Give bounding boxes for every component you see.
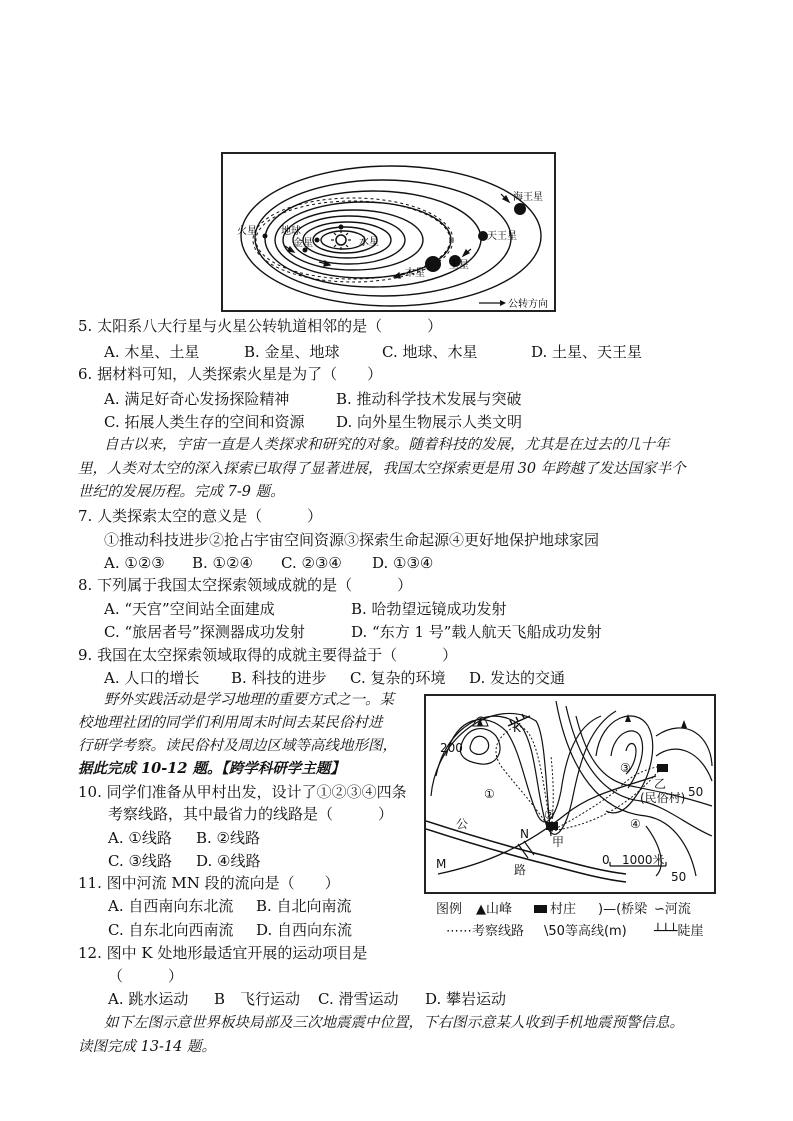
orbit-diagram — [223, 154, 554, 310]
q12-blank: （ ） — [108, 967, 184, 985]
map-legend — [436, 900, 726, 950]
q6-stem: 6. 据材料可知，人类探索火星是为了（ ） — [78, 365, 383, 383]
svg-text:200: 200 — [440, 741, 463, 755]
mars-label: 火星 — [237, 226, 257, 237]
svg-text:甲: 甲 — [552, 835, 565, 849]
venus-label: 金星 — [293, 238, 313, 249]
svg-text:①: ① — [484, 787, 495, 801]
q11-option-c: C. 自东北向西南流 — [108, 921, 234, 939]
solar-system-figure — [221, 152, 556, 312]
uranus-label: 天王星 — [487, 231, 517, 242]
q7-option-b: B. ①②④ — [192, 554, 253, 572]
q8-option-b: B. 哈勃望远镜成功发射 — [351, 600, 507, 618]
contour-map — [426, 696, 714, 892]
q6-option-a: A. 满足好奇心发扬探险精神 — [104, 390, 290, 408]
peak-icon: ▲ — [476, 902, 486, 917]
sun-icon — [331, 230, 351, 250]
svg-text:路: 路 — [514, 863, 527, 877]
q5-option-b: B. 金星、地球 — [244, 343, 340, 361]
passage-10-12-line-1: 野外实践活动是学习地理的重要方式之一。某 — [104, 692, 394, 708]
q9-option-c: C. 复杂的环境 — [350, 669, 446, 687]
passage-13-14-line-2: 读图完成 13-14 题。 — [78, 1039, 217, 1055]
q12-stem: 12. 图中 K 处地形最适宜开展的运动项目是 — [78, 944, 368, 962]
q9-option-d: D. 发达的交通 — [469, 669, 566, 687]
q10-option-c: C. ③线路 — [108, 852, 172, 870]
q8-option-a: A. “天宫”空间站全面建成 — [104, 600, 275, 618]
saturn-label: 土星 — [449, 260, 469, 271]
q6-option-b: B. 推动科学技术发展与突破 — [336, 390, 522, 408]
svg-text:公: 公 — [456, 817, 469, 831]
neptune-label: 海王星 — [513, 192, 543, 203]
legend-route: ⋯⋯考察线路 — [446, 924, 525, 939]
passage-7-9-line-1: 自古以来，宇宙一直是人类探求和研究的对象。随着科技的发展，尤其是在过去的几十年 — [104, 437, 670, 453]
passage-13-14-line-1: 如下左图示意世界板块局部及三次地震震中位置，下右图示意某人收到手机地震预警信息。 — [104, 1015, 684, 1031]
passage-7-9-line-3: 世纪的发展历程。完成 7-9 题。 — [78, 484, 285, 500]
q10-option-d: D. ④线路 — [196, 852, 261, 870]
legend-village: 村庄 — [534, 900, 576, 920]
svg-text:1000米: 1000米 — [622, 853, 665, 867]
passage-7-9-line-2: 里，人类对太空的深入探索已取得了显著进展，我国太空探索更是用 30 年跨越了发达国家半个 — [78, 461, 686, 477]
q5-option-c: C. 地球、木星 — [382, 343, 478, 361]
svg-text:50: 50 — [688, 785, 704, 799]
earth-label: 地球 — [281, 226, 301, 237]
q10-stem-2: 考察线路，其中最省力的线路是（ ） — [108, 805, 394, 823]
cliff-legend-icon: ┴┴┴ — [654, 924, 678, 939]
q10-option-a: A. ①线路 — [108, 829, 172, 847]
q11-stem: 11. 图中河流 MN 段的流向是（ ） — [78, 874, 340, 892]
q7-stem: 7. 人类探索太空的意义是（ ） — [78, 507, 323, 525]
svg-text:K: K — [513, 721, 521, 735]
q11-option-b: B. 自北向南流 — [256, 897, 352, 915]
q7-option-c: C. ②③④ — [281, 554, 342, 572]
q12-option-a: A. 跳水运动 — [108, 990, 189, 1008]
svg-text:公转方向: 公转方向 — [508, 299, 548, 310]
svg-text:②: ② — [544, 808, 555, 822]
legend-river: ∽河流 — [654, 902, 691, 917]
legend-peak: ▲山峰 — [476, 902, 513, 917]
village-yi-icon — [657, 764, 668, 772]
river-icon: ∽ — [654, 902, 665, 917]
q7-option-d: D. ①③④ — [372, 554, 434, 572]
legend-bridge: )—(桥梁 — [598, 902, 648, 917]
q8-stem: 8. 下列属于我国太空探索领域成就的是（ ） — [78, 576, 413, 594]
village-jia-icon — [546, 822, 558, 830]
q5-option-d: D. 土星、天王星 — [531, 343, 643, 361]
passage-10-12-line-2: 校地理社团的同学们利用周末时间去某民俗村进 — [78, 715, 383, 731]
legend-title: 图例 — [436, 902, 463, 917]
jupiter-label: 木星 — [405, 268, 425, 279]
q9-option-a: A. 人口的增长 — [104, 669, 200, 687]
q6-option-c: C. 拓展人类生存的空间和资源 — [104, 413, 305, 431]
contour-map-figure — [424, 694, 716, 894]
q7-option-a: A. ①②③ — [104, 554, 165, 572]
passage-10-12-line-4: 据此完成 10-12 题。【跨学科研学主题】 — [78, 760, 345, 777]
bridge-icon: )—( — [598, 902, 622, 917]
route-icon: ⋯⋯ — [446, 924, 472, 939]
q5-stem: 5. 太阳系八大行星与火星公转轨道相邻的是（ ） — [78, 317, 443, 335]
mercury-label: 水星 — [359, 237, 379, 248]
q11-option-d: D. 自西向东流 — [256, 921, 353, 939]
q11-option-a: A. 自西南向东北流 — [108, 897, 234, 915]
legend-contour: \50等高线(m) — [544, 924, 627, 939]
svg-text:M: M — [436, 857, 447, 871]
village-icon — [534, 905, 547, 913]
q12-option-d: D. 攀岩运动 — [425, 990, 507, 1008]
q7-items: ①推动科技进步②抢占宇宙空间资源③探索生命起源④更好地保护地球家园 — [104, 531, 600, 549]
q9-option-b: B. 科技的进步 — [231, 669, 327, 687]
q9-stem: 9. 我国在太空探索领域取得的成就主要得益于（ ） — [78, 646, 458, 664]
q6-option-d: D. 向外星生物展示人类文明 — [336, 413, 523, 431]
q10-stem-1: 10. 同学们准备从甲村出发，设计了①②③④四条 — [78, 783, 407, 801]
contour-icon: \ — [544, 924, 549, 939]
peak-icons — [473, 714, 687, 728]
svg-text:N: N — [520, 827, 529, 841]
svg-text:50: 50 — [671, 870, 687, 884]
orbit-direction-legend — [479, 297, 548, 310]
q12-option-c: C. 滑雪运动 — [318, 990, 399, 1008]
svg-text:0: 0 — [602, 853, 610, 867]
q8-option-d: D. “东方 1 号”载人航天飞船成功发射 — [351, 623, 602, 641]
q5-option-a: A. 木星、土星 — [104, 343, 200, 361]
q12-option-b: B 飞行运动 — [214, 990, 301, 1008]
legend-cliff: ┴┴┴陡崖 — [654, 924, 704, 939]
q10-option-b: B. ②线路 — [196, 829, 261, 847]
svg-text:(民俗村): (民俗村) — [640, 791, 686, 805]
svg-text:④: ④ — [630, 817, 641, 831]
passage-10-12-line-3: 行研学考察。读民俗村及周边区域等高线地形图， — [78, 738, 397, 754]
svg-text:乙: 乙 — [654, 777, 667, 791]
svg-text:③: ③ — [620, 761, 631, 775]
q8-option-c: C. “旅居者号”探测器成功发射 — [104, 623, 305, 641]
